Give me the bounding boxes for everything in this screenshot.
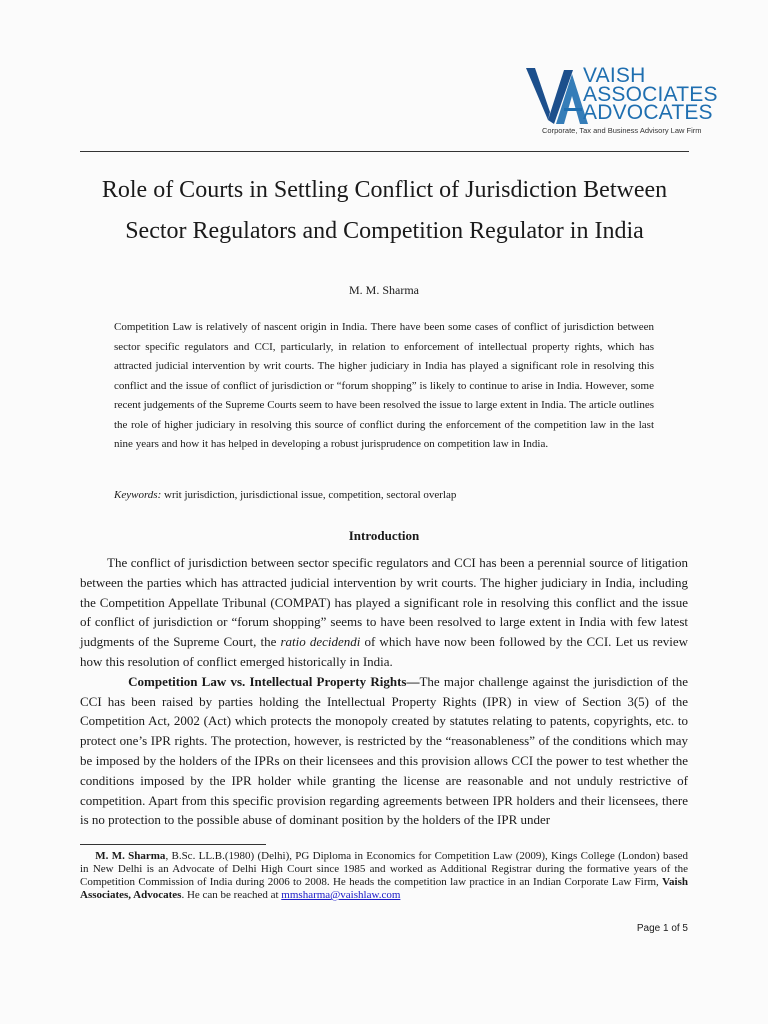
logo-wordmark bbox=[583, 64, 718, 124]
footnote-text bbox=[80, 850, 688, 902]
section-heading: Introduction bbox=[348, 528, 420, 543]
body-text bbox=[80, 553, 688, 830]
footnote-divider bbox=[80, 844, 266, 845]
paragraph-1-italic: ratio decidendi bbox=[280, 634, 361, 650]
firm-logo bbox=[526, 64, 718, 138]
footnote bbox=[80, 850, 688, 902]
keywords-label: Keywords: bbox=[114, 489, 162, 501]
title-line-1: Role of Courts in Settling Conflict of Jurisdiction Between bbox=[101, 177, 668, 203]
footnote-reach: . He can be reached at bbox=[181, 889, 279, 901]
paragraph-1-text-b: of which have now been followed by the CCI. Let us review how this resolution of conflict emerged historically in India. bbox=[80, 634, 688, 669]
paragraph-2-text: The major challenge against the jurisdiction of the CCI has been raised by parties holding the Intellectual Property Rights (IPR) in view of Section 3(5) of the Competition Act, 2002 (Act) which protects the monopoly created by statutes relating to patents, copyrights, etc. to protect one’s IPR rights. The protection, however, is restricted by the “reasonableness” of the conditions which may be imposed by the holders of the IPRs on their licensees and this provision allows CCI the power to test whether the conditions imposed by the IPR holder while granting the license are reasonable and not unduly restrictive of competition. Apart from this specific provision regarding agreements between IPR holders and their licensees, there is no protection to the possible abuse of dominant position by the holders of the IPR under bbox=[80, 673, 689, 828]
keywords-text: writ jurisdiction, jurisdictional issue, competition, sectoral overlap bbox=[164, 489, 457, 501]
logo-tagline: Corporate, Tax and Business Advisory Law Firm bbox=[542, 126, 702, 135]
keywords bbox=[114, 489, 456, 501]
logo-line-3: ADVOCATES bbox=[583, 101, 713, 124]
email-link[interactable]: mmsharma@vaishlaw.com bbox=[281, 889, 401, 901]
page-number: Page 1 of 5 bbox=[636, 923, 688, 934]
abstract-text: Competition Law is relatively of nascent origin in India. There have been some cases of conflict of jurisdiction between sector specific regulators and CCI, particularly, in relation to enforcement of intellectual property rights, which has attracted judicial intervention by writ courts. The higher judiciary in India has played a significant role in resolving this conflict and the issue of conflict of jurisdiction or “forum shopping” is likely to continue to arise in India. However, some recent judgements of the Supreme Courts seem to have been resolved the issue to large extent in India. The article outlines the role of higher judiciary in resolving this source of conflict during the enforcement of the competition law in the last nine years and how it has helped in developing a robust jurisprudence on competition law in India. bbox=[114, 321, 654, 450]
abstract bbox=[114, 318, 654, 455]
footnote-body: , B.Sc. LL.B.(1980) (Delhi), PG Diploma in Economics for Competition Law (2009), Kings College (London) based in New Delhi is an Advocate of Delhi High Court since 1985 and worked as Additional Registrar during the formative years of the Competition Commission of India during 2006 to 2008. He heads the competition law practice in an Indian Corporate Law Firm, bbox=[80, 850, 689, 888]
author-name: M. M. Sharma bbox=[349, 283, 419, 297]
va-monogram-icon bbox=[526, 66, 588, 124]
logo-line-1: VAISH bbox=[583, 64, 646, 87]
paragraph-2 bbox=[80, 672, 688, 830]
footnote-firm: Vaish Associates, Advocates bbox=[80, 876, 689, 901]
paragraph-2-heading: Competition Law vs. Intellectual Property Rights— bbox=[128, 673, 420, 689]
paragraph-1 bbox=[80, 553, 688, 672]
header-divider bbox=[80, 151, 689, 152]
paragraph-1-text-a: The conflict of jurisdiction between sector specific regulators and CCI has been a perennial source of litigation between the parties which has attracted judicial intervention by writ courts. The higher judiciary in India, including the Competition Appellate Tribunal (COMPAT) has played a significant role in resolving this conflict and the issue of conflict of jurisdiction or “forum shopping” seems to have been resolved to large extent in India with few latest judgments of the Supreme Court, the bbox=[80, 555, 688, 650]
footnote-author: M. M. Sharma bbox=[95, 850, 166, 862]
title-line-2: Sector Regulators and Competition Regulator in India bbox=[125, 218, 644, 244]
logo-line-2: ASSOCIATES bbox=[583, 82, 718, 106]
